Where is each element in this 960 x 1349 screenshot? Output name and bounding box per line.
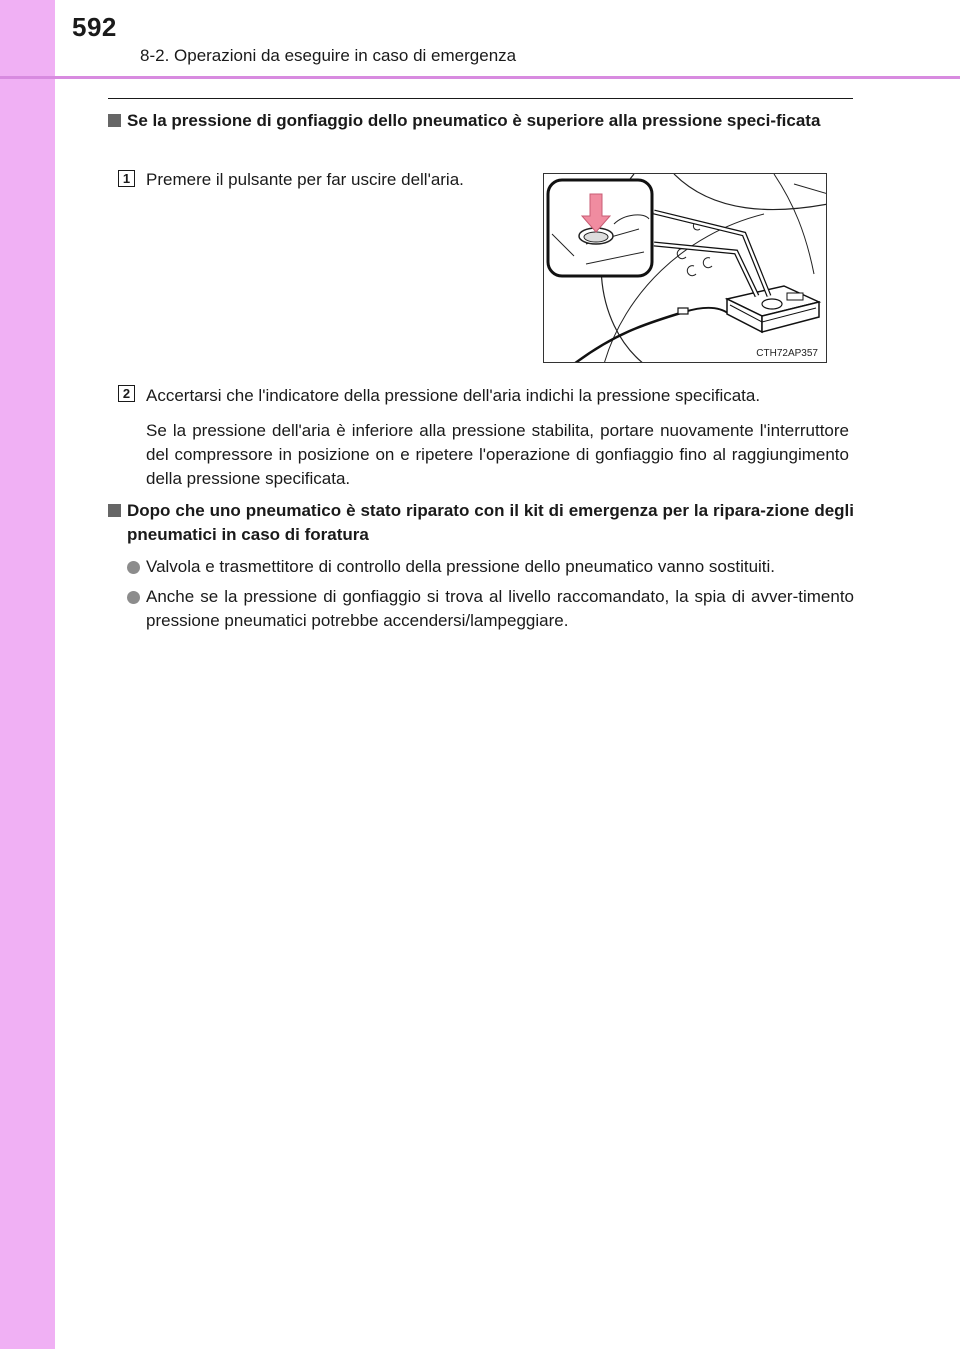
side-tab-band (0, 0, 55, 1349)
section-heading-text: Se la pressione di gonfiaggio dello pneumatico è superiore alla pressione speci-ficata (127, 111, 821, 130)
list-item-text: Valvola e trasmettitore di controllo della pressione dello pneumatico vanno sostituiti. (146, 557, 776, 576)
illustration-compressor-pressure-button (543, 173, 827, 363)
step-number-box: 2 (118, 385, 135, 402)
step-number-box: 1 (118, 170, 135, 187)
square-bullet-icon (108, 114, 121, 127)
compressor-illustration (544, 174, 827, 363)
section-heading-overpressure (108, 109, 854, 133)
square-bullet-icon (108, 504, 121, 517)
list-item (127, 555, 854, 579)
step-2-note: Se la pressione dell'aria è inferiore alla pressione stabilita, portare nuovamente l'interruttore del compressore in posizione on e ripetere l'operazione di gonfiaggio fino al raggiungimento della pressione specificata. (146, 421, 849, 488)
list-item-text: Anche se la pressione di gonfiaggio si trova al livello raccomandato, la spia di avver-timento pressione pneumatici potrebbe accendersi/lampeggiare. (146, 587, 854, 630)
circle-bullet-icon (127, 561, 140, 574)
chapter-title: 8-2. Operazioni da eseguire in caso di emergenza (140, 46, 517, 65)
circle-bullet-icon (127, 591, 140, 604)
figure-code: CTH72AP357 (756, 348, 818, 359)
section-heading-text: Dopo che uno pneumatico è stato riparato con il kit di emergenza per la ripara-zione degli pneumatici in caso di foratura (127, 501, 854, 544)
section-divider (108, 98, 853, 99)
header-rule (0, 76, 960, 79)
section-heading-after-repair (108, 499, 854, 547)
step-1-text: Premere il pulsante per far uscire dell'aria. (146, 170, 464, 189)
step-2-text: Accertarsi che l'indicatore della pressione dell'aria indichi la pressione specificata. (146, 386, 761, 405)
page-number: 592 (72, 12, 117, 42)
list-item (127, 585, 854, 633)
